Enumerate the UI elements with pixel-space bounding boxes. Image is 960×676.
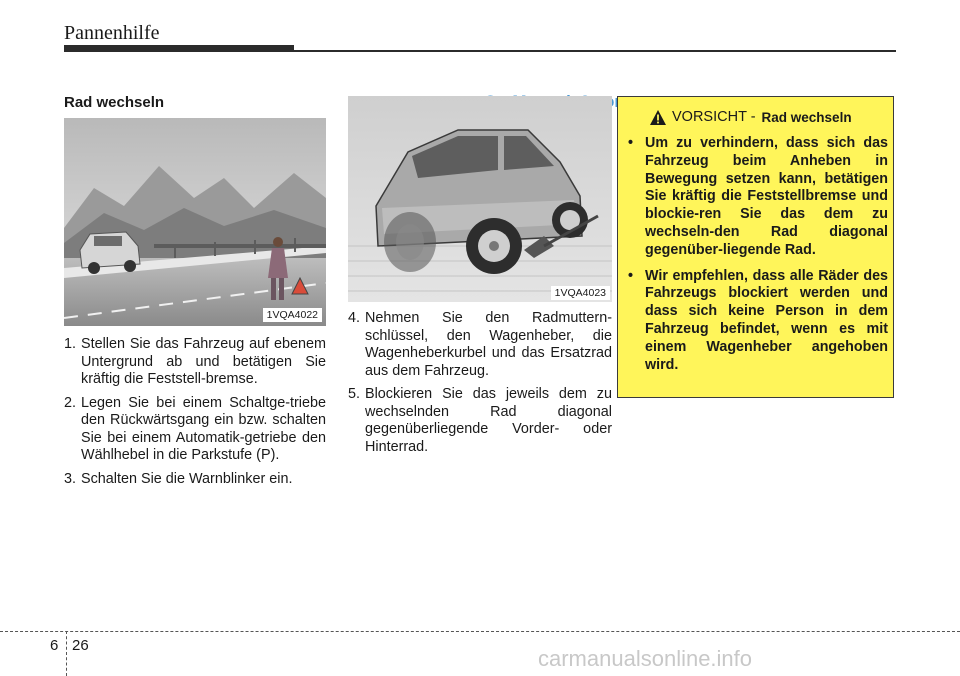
- caution-item: • Um zu verhindern, dass sich das Fahrzeug beim Anheben in Bewegung setzen kann, betätigen Sie kräftig die Feststellbremse und blockie-ren Sie das dem zu wechseln-den Rad diagonal gegenüber-liegende Rad.: [628, 135, 888, 258]
- image-code-label: 1VQA4022: [263, 308, 322, 322]
- footer-divider: [0, 631, 960, 632]
- step-item: 1. Stellen Sie das Fahrzeug auf ebenem Untergrund ab und betätigen Sie kräftig die Feststell-bremse.: [64, 336, 326, 387]
- step-item: 3. Schalten Sie die Warnblinker ein.: [64, 470, 293, 487]
- page-number: 26: [72, 637, 89, 654]
- caution-item: • Wir empfehlen, dass alle Räder des Fahrzeugs blockiert werden und dass sich keine Person in dem Fahrzeug befindet, wenn es mit einem Wagenheber angehoben wird.: [628, 267, 888, 373]
- footer-vertical-divider: [66, 631, 67, 676]
- steps-right: [348, 310, 612, 462]
- car-jack-graphic: [348, 96, 612, 302]
- bullet-icon: •: [628, 267, 634, 284]
- car-jack-illustration: [348, 96, 612, 302]
- steps-left: [64, 336, 326, 494]
- roadside-scene-graphic: [64, 118, 326, 326]
- roadside-illustration: [64, 118, 326, 326]
- footer-watermark: carmanualsonline.info: [538, 646, 753, 671]
- caution-subtitle: Rad wechseln: [761, 109, 852, 125]
- caution-box: [617, 96, 894, 398]
- step-item: 5. Blockieren Sie das jeweils dem zu wechselnden Rad diagonal gegenüberliegende Vorder- oder Hinterrad.: [348, 386, 612, 455]
- header-rule-thick: [64, 45, 294, 52]
- caution-list: [628, 135, 888, 382]
- bullet-icon: •: [628, 135, 634, 151]
- step-item: 2. Legen Sie bei einem Schaltge-triebe den Rückwärtsgang ein bzw. schalten Sie bei einem Automatik-getriebe den Wählhebel in die Parkstufe (P).: [64, 394, 326, 463]
- caution-title: VORSICHT -: [672, 109, 756, 125]
- section-title: Rad wechseln: [64, 94, 165, 111]
- caution-header: [650, 109, 852, 125]
- warning-icon: [650, 110, 666, 125]
- chapter-number: 6: [50, 637, 59, 654]
- header-rule-thin: [294, 50, 896, 52]
- page-header-title: Pannenhilfe: [64, 22, 160, 44]
- step-item: 4. Nehmen Sie den Radmuttern-schlüssel, den Wagenheber, die Wagenheberkurbel und das Ersatzrad aus dem Fahrzeug.: [348, 310, 612, 379]
- image-code-label: 1VQA4023: [551, 286, 610, 300]
